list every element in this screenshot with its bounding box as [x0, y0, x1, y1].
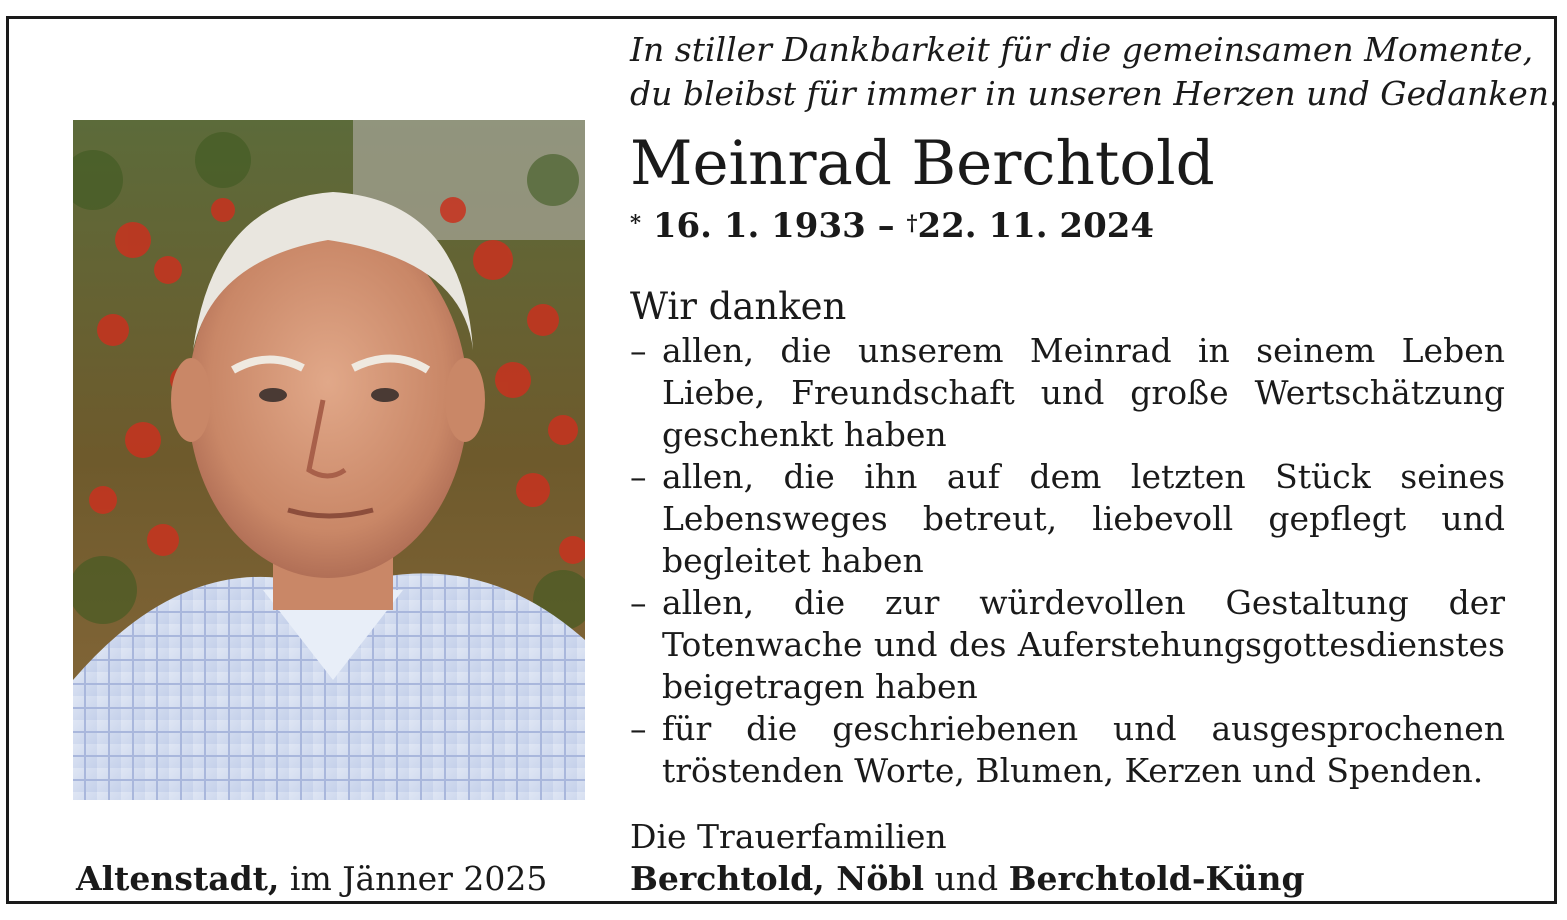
motto-line-2: du bleibst für immer in unseren Herzen und Gedanken. — [630, 74, 1560, 113]
death-date: 22. 11. 2024 — [917, 206, 1155, 246]
portrait-image — [73, 120, 585, 800]
thanks-item-text: allen, die ihn auf dem letzten Stück seines Lebensweges betreut, liebevoll gepflegt und begleitet haben — [662, 457, 1505, 580]
thanks-item — [630, 330, 1505, 456]
date: im Jänner 2025 — [289, 859, 548, 898]
thanks-item-text: allen, die zur würdevollen Gestaltung der Totenwache und des Auferstehungsgottesdienstes beigetragen haben — [662, 583, 1505, 706]
motto-line-1: In stiller Dankbarkeit für die gemeinsamen Momente, — [630, 30, 1534, 69]
motto — [630, 28, 1560, 116]
thanks-item — [630, 582, 1505, 708]
list-dash: – — [630, 583, 647, 622]
birth-date: 16. 1. 1933 — [652, 206, 866, 246]
thanks-item-text: für die geschriebenen und ausgesprochenen tröstenden Worte, Blumen, Kerzen und Spenden. — [662, 709, 1505, 790]
deceased-name: Meinrad Berchtold — [630, 128, 1215, 199]
thanks-item — [630, 456, 1505, 582]
list-dash: – — [630, 331, 647, 370]
thanks-heading: Wir danken — [630, 285, 847, 328]
list-dash: – — [630, 457, 647, 496]
families-intro: Die Trauerfamilien — [630, 817, 947, 856]
family-name-1: Berchtold, Nöbl — [630, 859, 924, 898]
family-name-2: Berchtold-Küng — [1008, 859, 1305, 898]
birth-symbol: * — [630, 210, 641, 235]
families-names — [630, 857, 1305, 901]
list-dash: – — [630, 709, 647, 748]
place: Altenstadt, — [76, 859, 280, 898]
thanks-list — [630, 330, 1505, 792]
date-separator: – — [877, 206, 895, 246]
families-conjunction: und — [934, 859, 999, 898]
thanks-item-text: allen, die unserem Meinrad in seinem Leben Liebe, Freundschaft und große Wertschätzung geschenkt haben — [662, 331, 1505, 454]
place-date — [76, 857, 547, 901]
death-symbol: † — [906, 210, 918, 235]
thanks-item — [630, 708, 1505, 792]
portrait-photo — [73, 120, 585, 800]
life-dates — [630, 202, 1154, 250]
